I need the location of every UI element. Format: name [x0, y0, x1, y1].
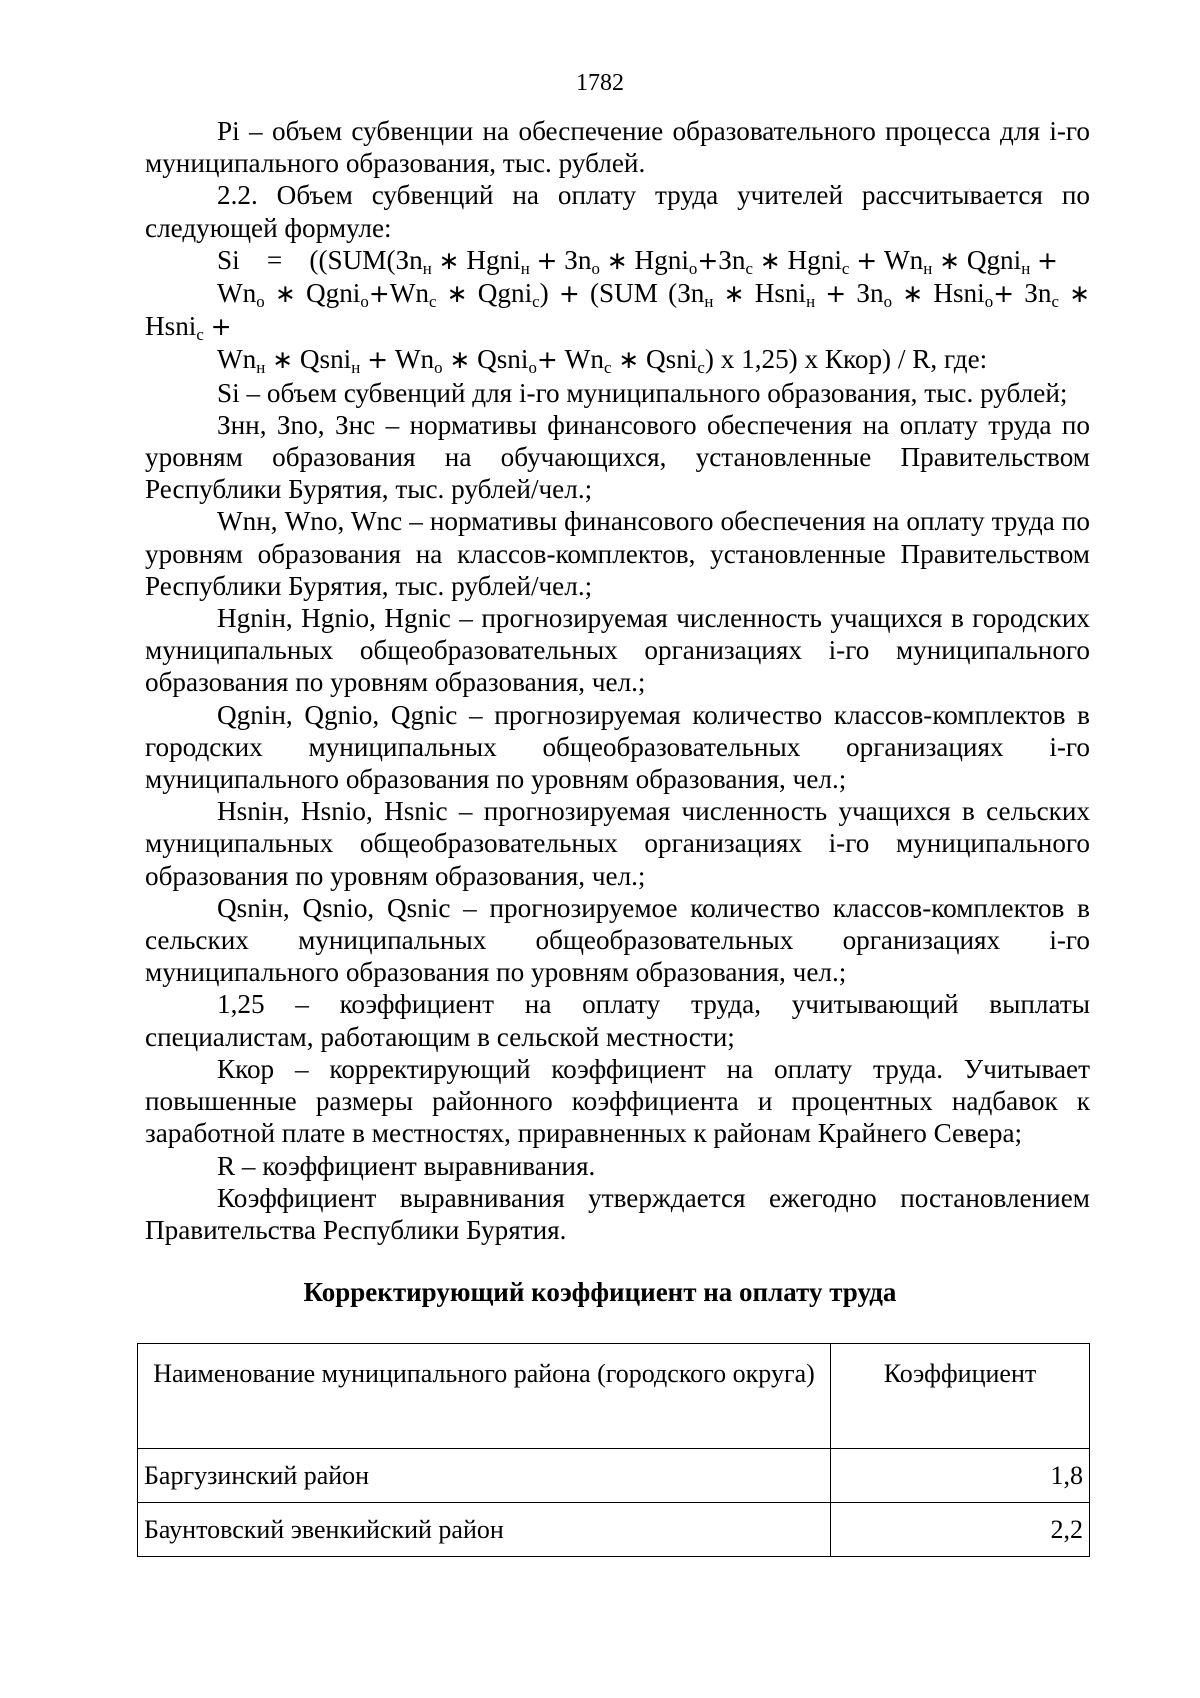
- coefficient-cell: 2,2: [831, 1503, 1090, 1557]
- paragraph-equalization: Коэффициент выравнивания утверждается ежегодно постановлением Правительства Республики Бурятия.: [145, 1182, 1090, 1245]
- paragraph-formula-intro: 2.2. Объем субвенций на оплату труда учителей рассчитывается по следующей формуле:: [145, 180, 1090, 243]
- definition-hgni: Hgniн, Hgnio, Hgnic – прогнозируемая численность учащихся в городских муниципальных общеобразовательных организациях i-го муниципального образования по уровням образования, чел.;: [145, 603, 1090, 698]
- definition-wn: Wnн, Wno, Wnc – нормативы финансового обеспечения на оплату труда по уровням образования на классов-комплектов, установленные Правительством Республики Бурятия, тыс. рублей/чел.;: [145, 506, 1090, 601]
- definition-hsni: Hsniн, Hsnio, Hsnic – прогнозируемая численность учащихся в сельских муниципальных общеобразовательных организациях i-го муниципального образования по уровням образования, чел.;: [145, 796, 1090, 891]
- paragraph-pi: Pi – объем субвенции на обеспечение образовательного процесса для i-го муниципального образования, тыс. рублей.: [145, 116, 1090, 179]
- document-body: [145, 115, 1090, 1246]
- coefficient-table: [137, 1343, 1090, 1557]
- definition-kkor: Ккор – корректирующий коэффициент на оплату труда. Учитывает повышенные размеры районного коэффициента и процентных надбавок к заработной плате в местностях, приравненных к районам Крайнего Севера;: [145, 1053, 1090, 1149]
- formula-line-2: $Wn_о$ ∗ $Qgni_о+Wn_с$ ∗ Qgni$_с$) + (SUM ($Зn_н$ ∗ Hsni$_н$ + $Зn_о$ ∗ Hsni$_о$+ $Зn_с$ ∗ Hsni$_с$ +: [145, 278, 1091, 345]
- table-title: Корректирующий коэффициент на оплату труда: [303, 1277, 897, 1307]
- definition-qgni: Qgniн, Qgnio, Qgnic – прогнозируемая количество классов-комплектов в городских муниципальных общеобразовательных организациях i-го муниципального образования по уровням образования, чел.;: [145, 699, 1090, 795]
- district-name-cell: Баунтовский эвенкийский район: [138, 1503, 831, 1557]
- table-row: [138, 1503, 1090, 1557]
- table-row: [138, 1449, 1090, 1503]
- district-name-cell: Баргузинский район: [138, 1449, 831, 1503]
- definition-125: 1,25 – коэффициент на оплату труда, учитывающий выплаты специалистам, работающим в сельской местности;: [145, 989, 1090, 1052]
- formula-line-3: $Wn_н$ ∗ Qsni$_н$ + $Wn_о$ ∗ Qsni$_о$+ $Wn_с$ ∗ Qsni$_с$) x 1,25) x Ккор) / R, где:: [217, 344, 988, 378]
- formula: [145, 244, 1090, 377]
- formula-line-1: Si = (($SUM(Зn_н$ ∗ Hgni$_н$ + $Зn_о$ ∗ $Hgni_о+Зn_с$ ∗ Hgni$_с$ + $Wn_н$ ∗ Qgni$_н$ +: [217, 244, 1058, 278]
- definition-si: Si – объем субвенций для i-го муниципального образования, тыс. рублей;: [217, 377, 1068, 408]
- definition-r: R – коэффициент выравнивания.: [217, 1150, 596, 1181]
- definition-zn: Знн, Зno, Знс – нормативы финансового обеспечения на оплату труда по уровням образования на обучающихся, установленные Правительством Республики Бурятия, тыс. рублей/чел.;: [145, 409, 1090, 505]
- table-header-row: [138, 1344, 1090, 1449]
- page-number: 1782: [576, 70, 624, 96]
- definition-qsni: Qsniн, Qsnio, Qsnic – прогнозируемое количество классов-комплектов в сельских муниципальных общеобразовательных организациях i-го муниципального образования по уровням образования, чел.;: [145, 892, 1090, 988]
- column-header-coefficient: Коэффициент: [831, 1344, 1090, 1449]
- coefficient-cell: 1,8: [831, 1449, 1090, 1503]
- column-header-name: Наименование муниципального района (городского округа): [138, 1344, 831, 1449]
